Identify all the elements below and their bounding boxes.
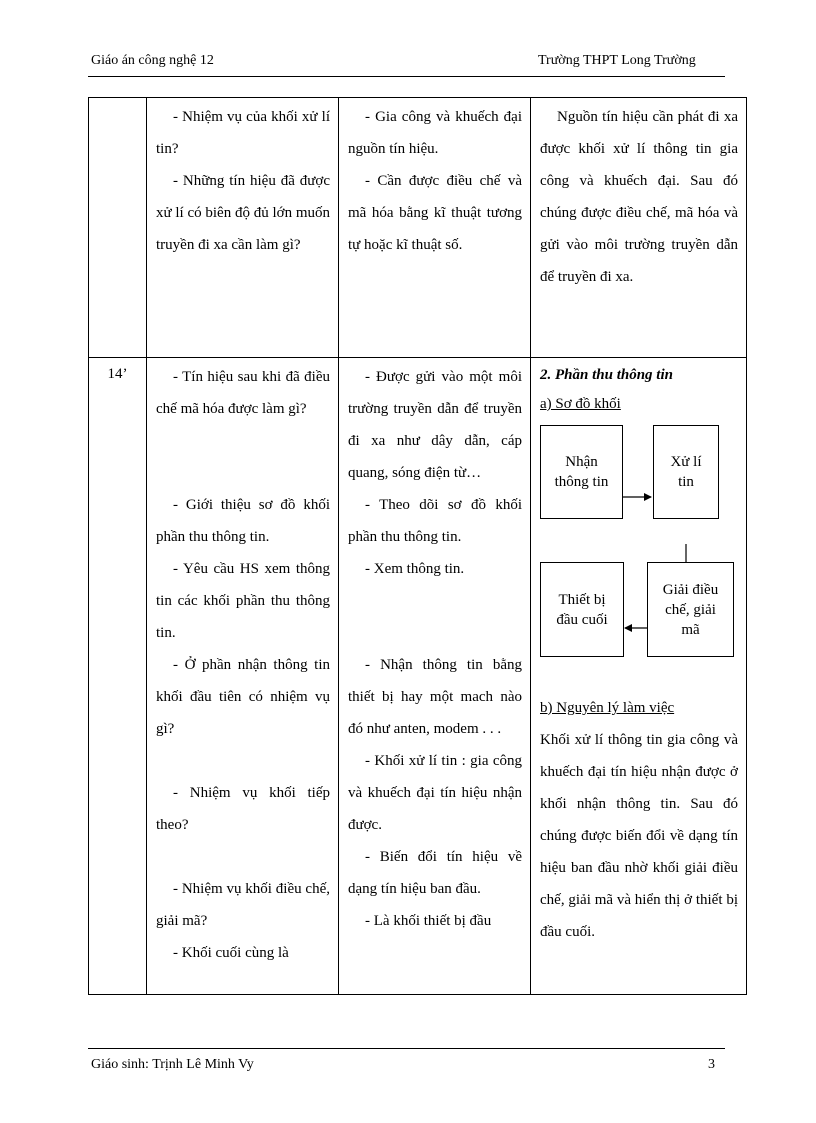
time-cell: [89, 358, 147, 995]
content-cell: [531, 98, 747, 358]
subheading-diagram: a) Sơ đồ khối: [540, 396, 621, 412]
block-demodulate-decode: Giải điều chế, giải mã: [647, 562, 734, 657]
teacher-activity: - Nhiệm vụ khối điều chế, giải mã?: [156, 881, 330, 929]
footer-rule: [88, 1048, 725, 1049]
table-row: [89, 98, 747, 358]
teacher-activity: - Ở phần nhận thông tin khối đầu tiên có nhiệm vụ gì?: [156, 657, 330, 737]
teacher-cell: [147, 358, 339, 995]
student-cell: [339, 358, 531, 995]
teacher-activity: - Yêu cầu HS xem thông tin các khối phần thu thông tin.: [156, 561, 330, 641]
teacher-activity: - Giới thiệu sơ đồ khối phần thu thông tin.: [156, 497, 330, 545]
teacher-activity: - Nhiệm vụ khối tiếp theo?: [156, 785, 330, 833]
student-activity: - Là khối thiết bị đầu: [365, 913, 492, 929]
student-activity: - Nhận thông tin bằng thiết bị hay một mach nào đó như anten, modem . . .: [348, 657, 522, 737]
header-left: Giáo án công nghệ 12: [91, 53, 214, 68]
teacher-activity: - Tín hiệu sau khi đã điều chế mã hóa được làm gì?: [156, 369, 330, 417]
student-activity: - Khối xử lí tin : gia công và khuếch đại tín hiệu nhận được.: [348, 753, 522, 833]
student-activity: - Biến đổi tín hiệu về dạng tín hiệu ban đầu.: [348, 849, 522, 897]
student-activity: - Theo dõi sơ đồ khối phần thu thông tin.: [348, 497, 522, 545]
time-value: [89, 98, 146, 102]
student-activity: - Được gửi vào một môi trường truyền dẫn để truyền đi xa như dây dẫn, cáp quang, sóng điện từ…: [348, 369, 522, 481]
block-receive-info: Nhận thông tin: [540, 425, 623, 519]
footer-author: Giáo sinh: Trịnh Lê Minh Vy: [91, 1057, 254, 1072]
student-activity: - Xem thông tin.: [365, 561, 465, 577]
teacher-cell: [147, 98, 339, 358]
teacher-activity: - Khối cuối cùng là: [173, 945, 289, 961]
block-terminal-device: Thiết bị đầu cuối: [540, 562, 624, 657]
content-cell: [531, 358, 747, 995]
time-value: 14’: [107, 366, 128, 382]
page-number: 3: [708, 1057, 715, 1072]
header-rule: [88, 76, 725, 77]
principle-paragraph: Khối xử lí thông tin gia công và khuếch đại tín hiệu nhận được ở khối nhận thông tin. Sau đó chúng được biến đổi về dạng tín hiệu ban đầu nhờ khối giải điều chế, giải mã và hiển thị ở thiết bị đầu cuối.: [540, 732, 738, 940]
student-activity: - Cần được điều chế và mã hóa bằng kĩ thuật tương tự hoặc kĩ thuật số.: [348, 173, 522, 253]
block-diagram: [539, 422, 738, 692]
teacher-activity: - Nhiệm vụ của khối xử lí tin?: [156, 109, 330, 157]
subheading-principle: b) Nguyên lý làm việc: [540, 700, 675, 716]
table-row: [89, 358, 747, 995]
header-right: Trường THPT Long Trường: [538, 53, 696, 68]
teacher-activity: - Những tín hiệu đã được xử lí có biên độ đủ lớn muốn truyền đi xa cần làm gì?: [156, 173, 330, 253]
content-paragraph: Nguồn tín hiệu cần phát đi xa được khối xử lí thông tin gia công và khuếch đại. Sau đó chúng được điều chế, mã hóa và gửi vào môi trường truyền dẫn để truyền đi xa.: [540, 109, 738, 285]
student-cell: [339, 98, 531, 358]
lesson-table: [88, 97, 747, 995]
student-activity: - Gia công và khuếch đại nguồn tín hiệu.: [348, 109, 522, 157]
block-process-info: Xử lí tin: [653, 425, 719, 519]
section-heading: 2. Phần thu thông tin: [540, 367, 673, 383]
time-cell: [89, 98, 147, 358]
